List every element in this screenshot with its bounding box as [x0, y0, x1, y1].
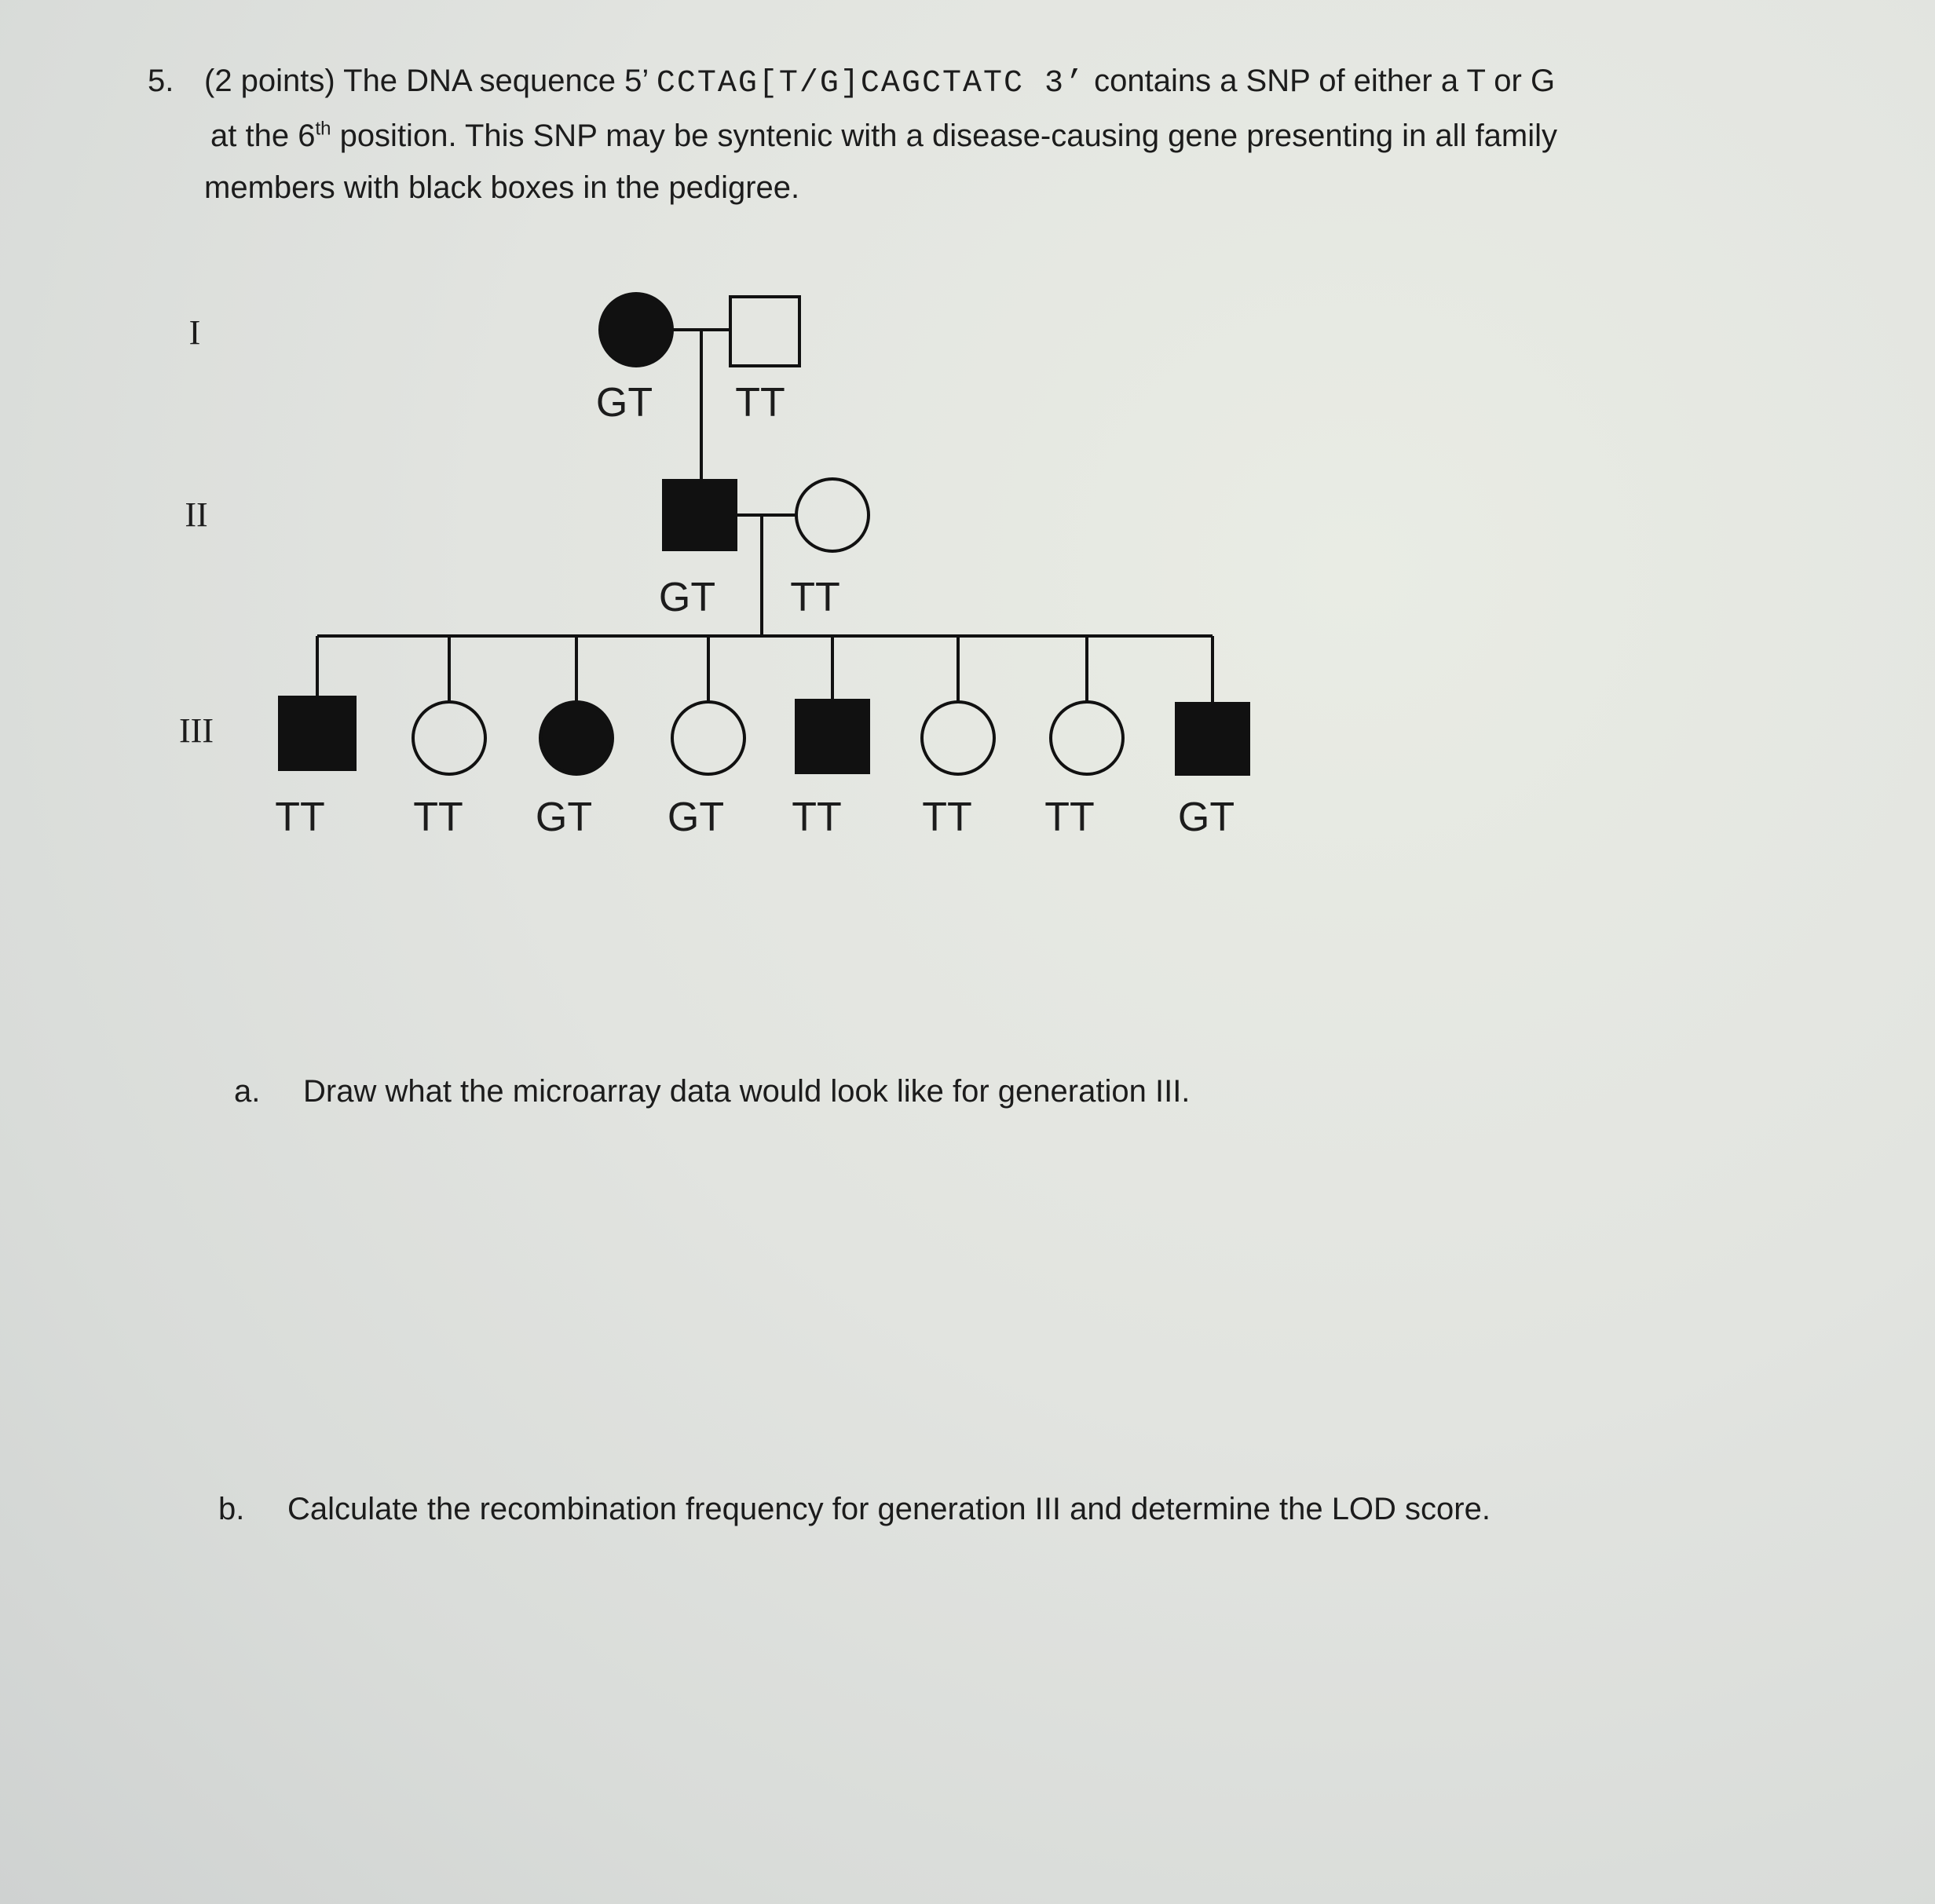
gen3-child-6-female-unaffected — [922, 702, 994, 774]
question-line-2: at the 6th position. This SNP may be syntenic with a disease-causing gene presenting in all family — [210, 118, 1558, 153]
gen3-child-8-male-affected — [1176, 703, 1249, 774]
generation-label-3: III — [179, 711, 214, 750]
gen3-child-1-male-affected — [280, 697, 355, 769]
gen3-genotype-6: TT — [922, 795, 972, 840]
gen3-genotype-2: TT — [413, 795, 463, 840]
gen3-genotype-8: GT — [1177, 795, 1235, 840]
gen3-genotype-1: TT — [275, 795, 325, 840]
generation-label-2: II — [185, 495, 208, 534]
question-line-1: (2 points) The DNA sequence 5’ CCTAG[T/G]CAGCTATC 3’ contains a SNP of either a T or G — [204, 64, 1556, 101]
gen3-child-2-female-unaffected — [413, 702, 485, 774]
subquestion-a — [234, 1074, 1190, 1109]
dna-sequence: CCTAG[T/G]CAGCTATC 3’ — [656, 66, 1085, 101]
gen1-genotype-2: TT — [735, 380, 785, 426]
question-number: 5. — [148, 64, 174, 98]
gen3-genotype-3: GT — [535, 795, 593, 840]
subquestion-b-letter: b. — [218, 1492, 245, 1526]
gen2-genotype-1: GT — [658, 575, 716, 620]
generation-label-1: I — [188, 313, 201, 352]
gen2-male-affected — [664, 481, 736, 550]
gen2-female-unaffected — [796, 479, 869, 551]
gen3-genotype-7: TT — [1044, 795, 1095, 840]
gen3-child-3-female-affected — [540, 702, 613, 774]
gen1-male-unaffected — [730, 297, 799, 366]
subquestion-b — [218, 1492, 1491, 1527]
gen3-child-4-female-unaffected — [672, 702, 744, 774]
gen1-genotype-1: GT — [595, 380, 653, 426]
subquestion-a-letter: a. — [234, 1074, 261, 1109]
gen2-genotype-2: TT — [790, 575, 840, 620]
gen3-children — [280, 697, 1249, 774]
gen3-child-5-male-affected — [796, 700, 869, 773]
gen3-child-7-female-unaffected — [1051, 702, 1123, 774]
pedigree-chart — [0, 0, 1935, 942]
gen3-genotype-5: TT — [792, 795, 842, 840]
question-line-3: members with black boxes in the pedigree. — [204, 170, 800, 205]
gen2-couple — [317, 479, 1213, 703]
gen1-female-affected — [600, 294, 672, 366]
subquestion-a-text: Draw what the microarray data would look like for generation III. — [303, 1074, 1191, 1109]
subquestion-b-text: Calculate the recombination frequency for generation III and determine the LOD score. — [287, 1492, 1491, 1526]
gen3-genotype-4: GT — [667, 795, 725, 840]
